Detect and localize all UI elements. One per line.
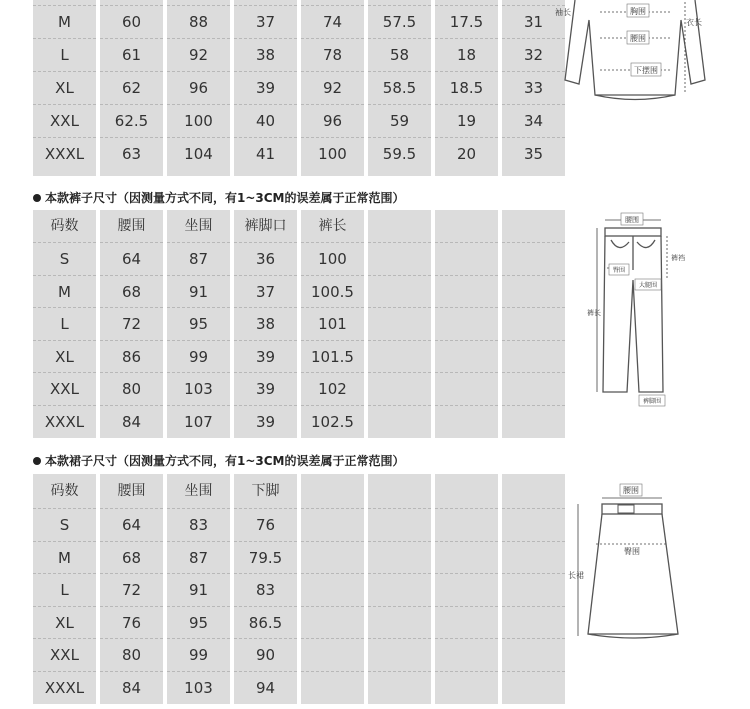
table-cell: 40 [234,105,297,138]
table-column [100,210,163,438]
table-cell: 31 [502,6,565,39]
table-cell: 102 [301,373,364,406]
table-cell [502,542,565,575]
table-header-cell: 码数 [33,210,96,243]
table-cell [301,574,364,607]
table-cell [368,276,431,309]
table-cell [502,639,565,672]
table-cell [435,341,498,374]
table-column [435,0,498,176]
table-cell [368,406,431,439]
table-cell [502,406,565,439]
table-cell: XL [33,607,96,640]
table-cell [502,672,565,705]
table-cell: 80 [100,639,163,672]
thigh-label: 大腿围 [638,282,658,289]
table-column [368,474,431,704]
table-cell [368,373,431,406]
table-header-cell [368,474,431,509]
table-cell: 100 [318,145,347,163]
table-cell: 96 [301,105,364,138]
table-cell: 74 [301,6,364,39]
table-cell [435,308,498,341]
table-cell: 60 [100,6,163,39]
table-cell [301,607,364,640]
bullet-icon [33,457,41,465]
table-cell: S [33,509,96,542]
table-cell: 87 [167,542,230,575]
table-cell: 103 [167,373,230,406]
hem-label: 下摆围 [634,66,658,75]
table-cell [368,341,431,374]
crotch-label: 裤裆 [671,254,685,262]
table-cell: 38 [234,308,297,341]
table-cell: 91 [167,574,230,607]
table-header-cell: 坐围 [167,474,230,509]
waist-label: 腰围 [630,34,646,43]
table-cell [301,542,364,575]
table-cell: 100.5 [301,276,364,309]
table-cell: M [33,542,96,575]
table-cell: 39 [234,341,297,374]
table-cell [301,639,364,672]
table-cell: XL [33,72,96,105]
table-cell: L [33,574,96,607]
table-cell: S [33,243,96,276]
table-cell: 86.5 [234,607,297,640]
skirt-hip-label: 臀围 [624,547,640,556]
table-cell [435,607,498,640]
table-cell [368,639,431,672]
table-header-cell [435,210,498,243]
table-column [100,474,163,704]
skirt-title-text: 本款裙子尺寸（因测量方式不同，有1~3CM的误差属于正常范围） [45,454,405,468]
table-cell: 99 [167,341,230,374]
table-cell: 32 [502,39,565,72]
table-cell: 37 [234,6,297,39]
table-cell [502,243,565,276]
table-cell [435,672,498,705]
table-cell: 99 [167,639,230,672]
table-header-cell [435,474,498,509]
table-cell: 68 [100,276,163,309]
table-cell: XXL [33,373,96,406]
shirt-measurement-diagram [555,0,715,110]
table-cell: 102.5 [311,412,354,431]
pants-length-label: 裤长 [587,309,601,317]
table-column [167,210,230,438]
table-cell: 20 [456,145,477,163]
table-cell: 18.5 [435,72,498,105]
table-column [502,474,565,704]
table-cell: 92 [301,72,364,105]
table-header-cell [301,474,364,509]
table-cell: 92 [167,39,230,72]
table-header-cell: 下脚 [234,474,297,509]
table-cell: 18 [435,39,498,72]
table-cell: 100 [301,243,364,276]
table-cell [301,509,364,542]
table-cell: 62 [100,72,163,105]
skirt-section-title [33,452,405,469]
table-cell: 37 [234,276,297,309]
table-cell: 79.5 [234,542,297,575]
table-column [234,474,297,704]
table-cell: 84 [121,678,142,697]
table-cell [435,276,498,309]
table-cell: 35 [523,145,544,163]
table-cell: 59.5 [382,145,417,163]
table-cell: 57.5 [368,6,431,39]
table-cell: L [33,308,96,341]
table-cell: M [33,6,96,39]
table-cell: 80 [100,373,163,406]
table-cell: XL [33,341,96,374]
table-cell: 91 [167,276,230,309]
table-cell: 39 [255,412,276,431]
table-cell: M [33,276,96,309]
pants-measurement-diagram [585,210,695,410]
table-cell: 84 [121,412,142,431]
table-header-cell: 码数 [33,474,96,509]
table-cell: 17.5 [435,6,498,39]
table-cell [368,308,431,341]
table-cell: 33 [502,72,565,105]
pants-title-text: 本款裤子尺寸（因测量方式不同，有1~3CM的误差属于正常范围） [45,191,405,205]
table-cell [502,607,565,640]
table-cell: 83 [167,509,230,542]
table-header-cell: 腰围 [100,474,163,509]
table-cell: 95 [167,308,230,341]
table-cell: 72 [100,308,163,341]
table-cell [368,542,431,575]
table-cell: 90 [234,639,297,672]
table-cell: 95 [167,607,230,640]
table-cell [368,574,431,607]
table-cell: XXXL [44,145,85,163]
table-cell: 94 [255,678,276,697]
table-column [33,210,96,438]
table-cell: 96 [167,72,230,105]
table-cell: 39 [234,373,297,406]
table-column [435,210,498,438]
chest-label: 胸围 [630,7,646,16]
table-cell [435,406,498,439]
table-cell: 87 [167,243,230,276]
table-cell: 58.5 [368,72,431,105]
table-cell: 59 [368,105,431,138]
table-cell: 61 [100,39,163,72]
table-cell: 63 [121,145,142,163]
table-cell: 58 [368,39,431,72]
length-label: 衣长 [686,18,702,27]
table-column [167,0,230,176]
table-column [368,210,431,438]
hip-label: 臀围 [612,267,626,274]
table-cell [435,243,498,276]
table-cell: 19 [435,105,498,138]
skirt-measurement-diagram [568,478,698,648]
pants-hem-label: 裤脚围 [642,398,662,405]
table-column [167,474,230,704]
table-header-cell: 裤脚口 [234,210,297,243]
table-column [368,0,431,176]
table-cell: XXXL [44,678,85,697]
table-cell [435,639,498,672]
table-column [33,474,96,704]
table-cell: 83 [234,574,297,607]
table-header-cell: 坐围 [167,210,230,243]
table-cell: 62.5 [100,105,163,138]
table-cell: 38 [234,39,297,72]
table-cell: 78 [301,39,364,72]
table-cell: XXL [33,639,96,672]
table-column [435,474,498,704]
table-header-cell [502,210,565,243]
table-cell [435,373,498,406]
pants-section-title [33,189,405,206]
skirt-waist-label: 腰围 [623,486,639,495]
table-cell: 76 [100,607,163,640]
table-cell [502,341,565,374]
bullet-icon [33,194,41,202]
table-cell [368,243,431,276]
table-cell: 41 [255,145,276,163]
skirt-length-label: 长裙 [568,571,584,580]
table-cell: 103 [184,678,213,697]
table-cell: 101 [301,308,364,341]
table-cell [502,373,565,406]
table-column [100,0,163,176]
table-column [301,0,364,176]
table-column [234,0,297,176]
table-cell: 68 [100,542,163,575]
table-cell: 86 [100,341,163,374]
table-column [33,0,96,176]
table-cell: 39 [234,72,297,105]
table-header-cell [368,210,431,243]
table-cell: 88 [167,6,230,39]
table-cell: L [33,39,96,72]
table-cell [502,574,565,607]
table-cell: XXXL [44,412,85,431]
table-cell: 64 [100,243,163,276]
table-column [301,474,364,704]
table-cell: 104 [184,145,213,163]
table-cell: 107 [184,412,213,431]
table-column [502,210,565,438]
table-cell: 64 [100,509,163,542]
table-cell: 34 [502,105,565,138]
table-header-cell [502,474,565,509]
table-cell [368,607,431,640]
table-cell [368,672,431,705]
table-cell [435,509,498,542]
sleeve-label: 袖长 [555,8,571,17]
table-cell: 36 [234,243,297,276]
table-cell [435,542,498,575]
table-cell: 76 [234,509,297,542]
table-cell [368,509,431,542]
table-cell [502,509,565,542]
table-header-cell: 裤长 [301,210,364,243]
pants-waist-label: 腰围 [625,216,639,224]
table-header-cell: 腰围 [100,210,163,243]
table-column [234,210,297,438]
table-cell [435,574,498,607]
table-cell: 101.5 [301,341,364,374]
table-cell: 72 [100,574,163,607]
table-cell [502,308,565,341]
table-cell: XXL [33,105,96,138]
table-cell [301,672,364,705]
table-cell [502,276,565,309]
table-column [301,210,364,438]
table-cell: 100 [167,105,230,138]
